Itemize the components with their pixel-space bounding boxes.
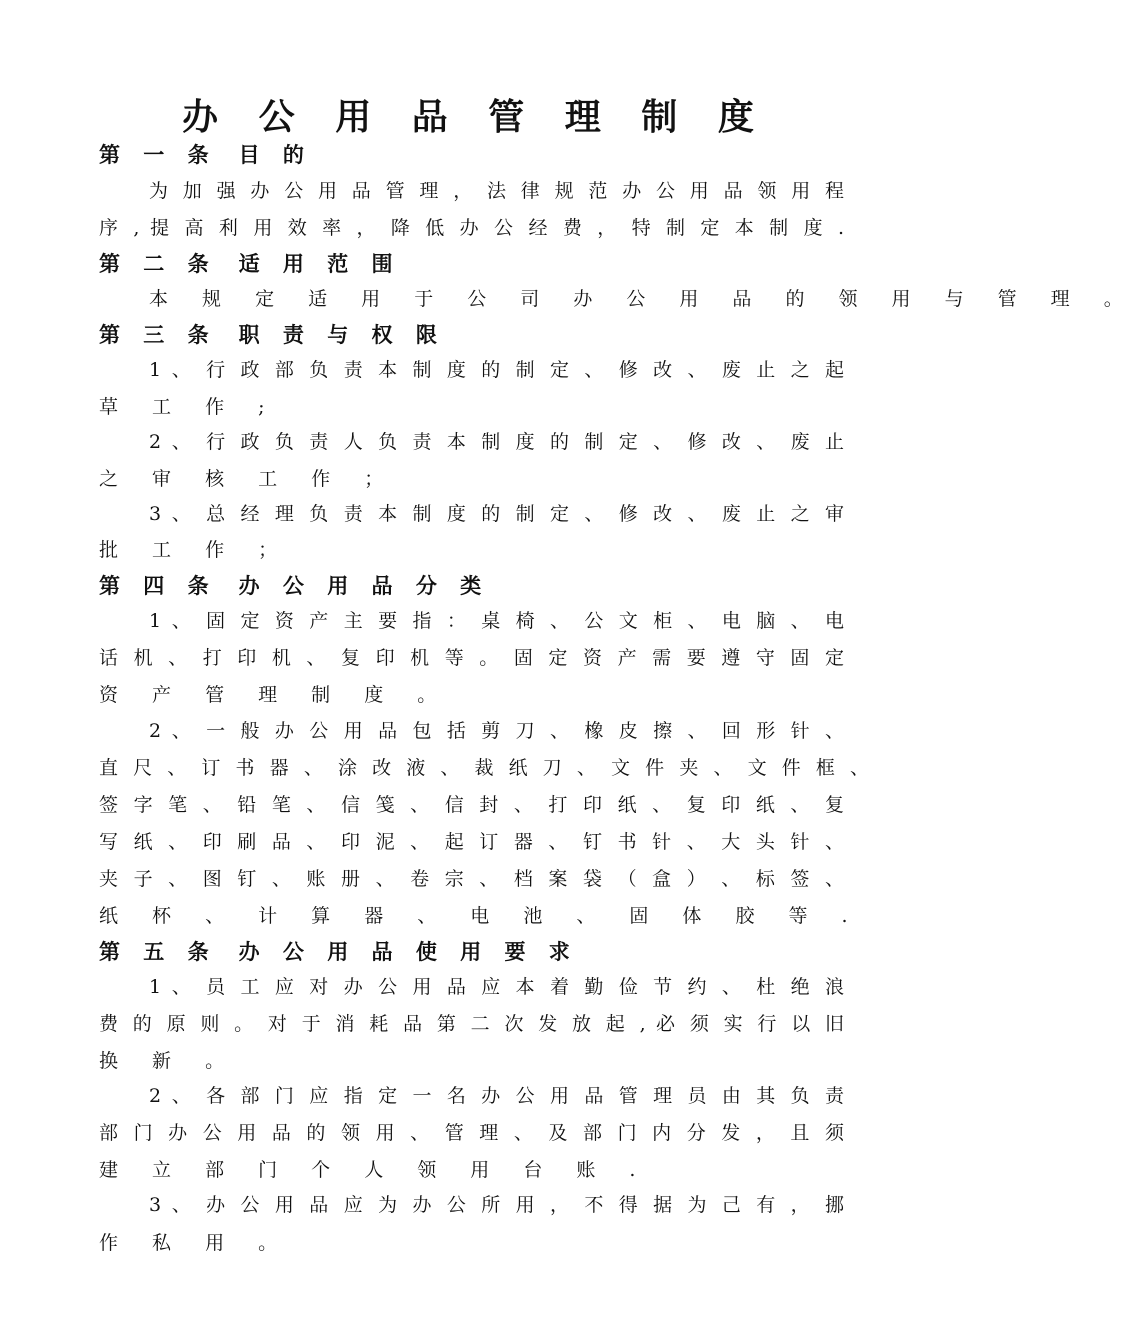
paragraph-line: 费 的 原 则 。 对 于 消 耗 品 第 二 次 发 放 起 , 必 须 实 行 以 旧: [99, 1013, 844, 1035]
section-heading: [99, 932, 578, 972]
paragraph-line: 1 、 固 定 资 产 主 要 指 ： 桌 椅 、 公 文 柜 、 电 脑 、 电: [149, 610, 844, 632]
paragraph-line: 直 尺 、 订 书 器 、 涂 改 液 、 裁 纸 刀 、 文 件 夹 、 文 件 框 、: [99, 757, 869, 779]
paragraph-line: 作 私 用 。: [99, 1232, 292, 1254]
paragraph-line: 纸 杯 、 计 算 器 、 电 池 、 固 体 胶 等 .: [99, 905, 862, 927]
paragraph-line: 为 加 强 办 公 用 品 管 理 ， 法 律 规 范 办 公 用 品 领 用 程: [149, 180, 844, 202]
paragraph-line: 2 、 一 般 办 公 用 品 包 括 剪 刀 、 橡 皮 擦 、 回 形 针 、: [149, 720, 844, 742]
paragraph-line: 话 机 、 打 印 机 、 复 印 机 等 。 固 定 资 产 需 要 遵 守 固 定: [99, 647, 844, 669]
section-title: 办 公 用 品 分 类: [238, 574, 490, 598]
section-heading: [99, 135, 312, 175]
section-number: 第 二 条: [99, 252, 217, 276]
paragraph-line: 建 立 部 门 个 人 领 用 台 账 .: [99, 1159, 650, 1181]
paragraph-line: 部 门 办 公 用 品 的 领 用 、 管 理 、 及 部 门 内 分 发 ， 且 须: [99, 1122, 844, 1144]
section-title: 适 用 范 围: [238, 252, 401, 276]
paragraph-line: 草 工 作 ;: [99, 396, 279, 418]
paragraph-line: 换 新 。: [99, 1050, 239, 1072]
paragraph-line: 批 工 作 ；: [99, 539, 292, 561]
paragraph-line: 写 纸 、 印 刷 品 、 印 泥 、 起 订 器 、 钉 书 针 、 大 头 针 、: [99, 831, 844, 853]
paragraph-line: 夹 子 、 图 钉 、 账 册 、 卷 宗 、 档 案 袋 （ 盒 ） 、 标 签 、: [99, 868, 844, 890]
paragraph-line: 3 、 办 公 用 品 应 为 办 公 所 用 ， 不 得 据 为 己 有 ， 挪: [149, 1194, 844, 1216]
section-title: 办 公 用 品 使 用 要 求: [238, 940, 578, 964]
paragraph-line: 之 审 核 工 作 ；: [99, 468, 398, 490]
paragraph-line: 本 规 定 适 用 于 公 司 办 公 用 品 的 领 用 与 管 理 。: [149, 288, 1137, 310]
paragraph-line: 3 、 总 经 理 负 责 本 制 度 的 制 定 、 修 改 、 废 止 之 审: [149, 503, 844, 525]
paragraph-line: 序 , 提 高 利 用 效 率 ， 降 低 办 公 经 费 ， 特 制 定 本 制 度 .: [99, 217, 844, 239]
section-number: 第 三 条: [99, 323, 217, 347]
paragraph-line: 2 、 行 政 负 责 人 负 责 本 制 度 的 制 定 、 修 改 、 废 止: [149, 431, 844, 453]
section-title: 目 的: [238, 143, 312, 167]
section-heading: [99, 244, 401, 284]
section-heading: [99, 315, 445, 355]
section-heading: [99, 566, 489, 606]
section-number: 第 一 条: [99, 143, 217, 167]
paragraph-line: 签 字 笔 、 铅 笔 、 信 笺 、 信 封 、 打 印 纸 、 复 印 纸 、 复: [99, 794, 844, 816]
paragraph-line: 2 、 各 部 门 应 指 定 一 名 办 公 用 品 管 理 员 由 其 负 责: [149, 1085, 844, 1107]
section-title: 职 责 与 权 限: [238, 323, 445, 347]
section-number: 第 四 条: [99, 574, 217, 598]
document-title: 办 公 用 品 管 理 制 度: [182, 97, 768, 138]
paragraph-line: 1 、 员 工 应 对 办 公 用 品 应 本 着 勤 俭 节 约 、 杜 绝 浪: [149, 976, 844, 998]
section-number: 第 五 条: [99, 940, 217, 964]
paragraph-line: 1 、 行 政 部 负 责 本 制 度 的 制 定 、 修 改 、 废 止 之 起: [149, 359, 844, 381]
paragraph-line: 资 产 管 理 制 度 。: [99, 684, 451, 706]
